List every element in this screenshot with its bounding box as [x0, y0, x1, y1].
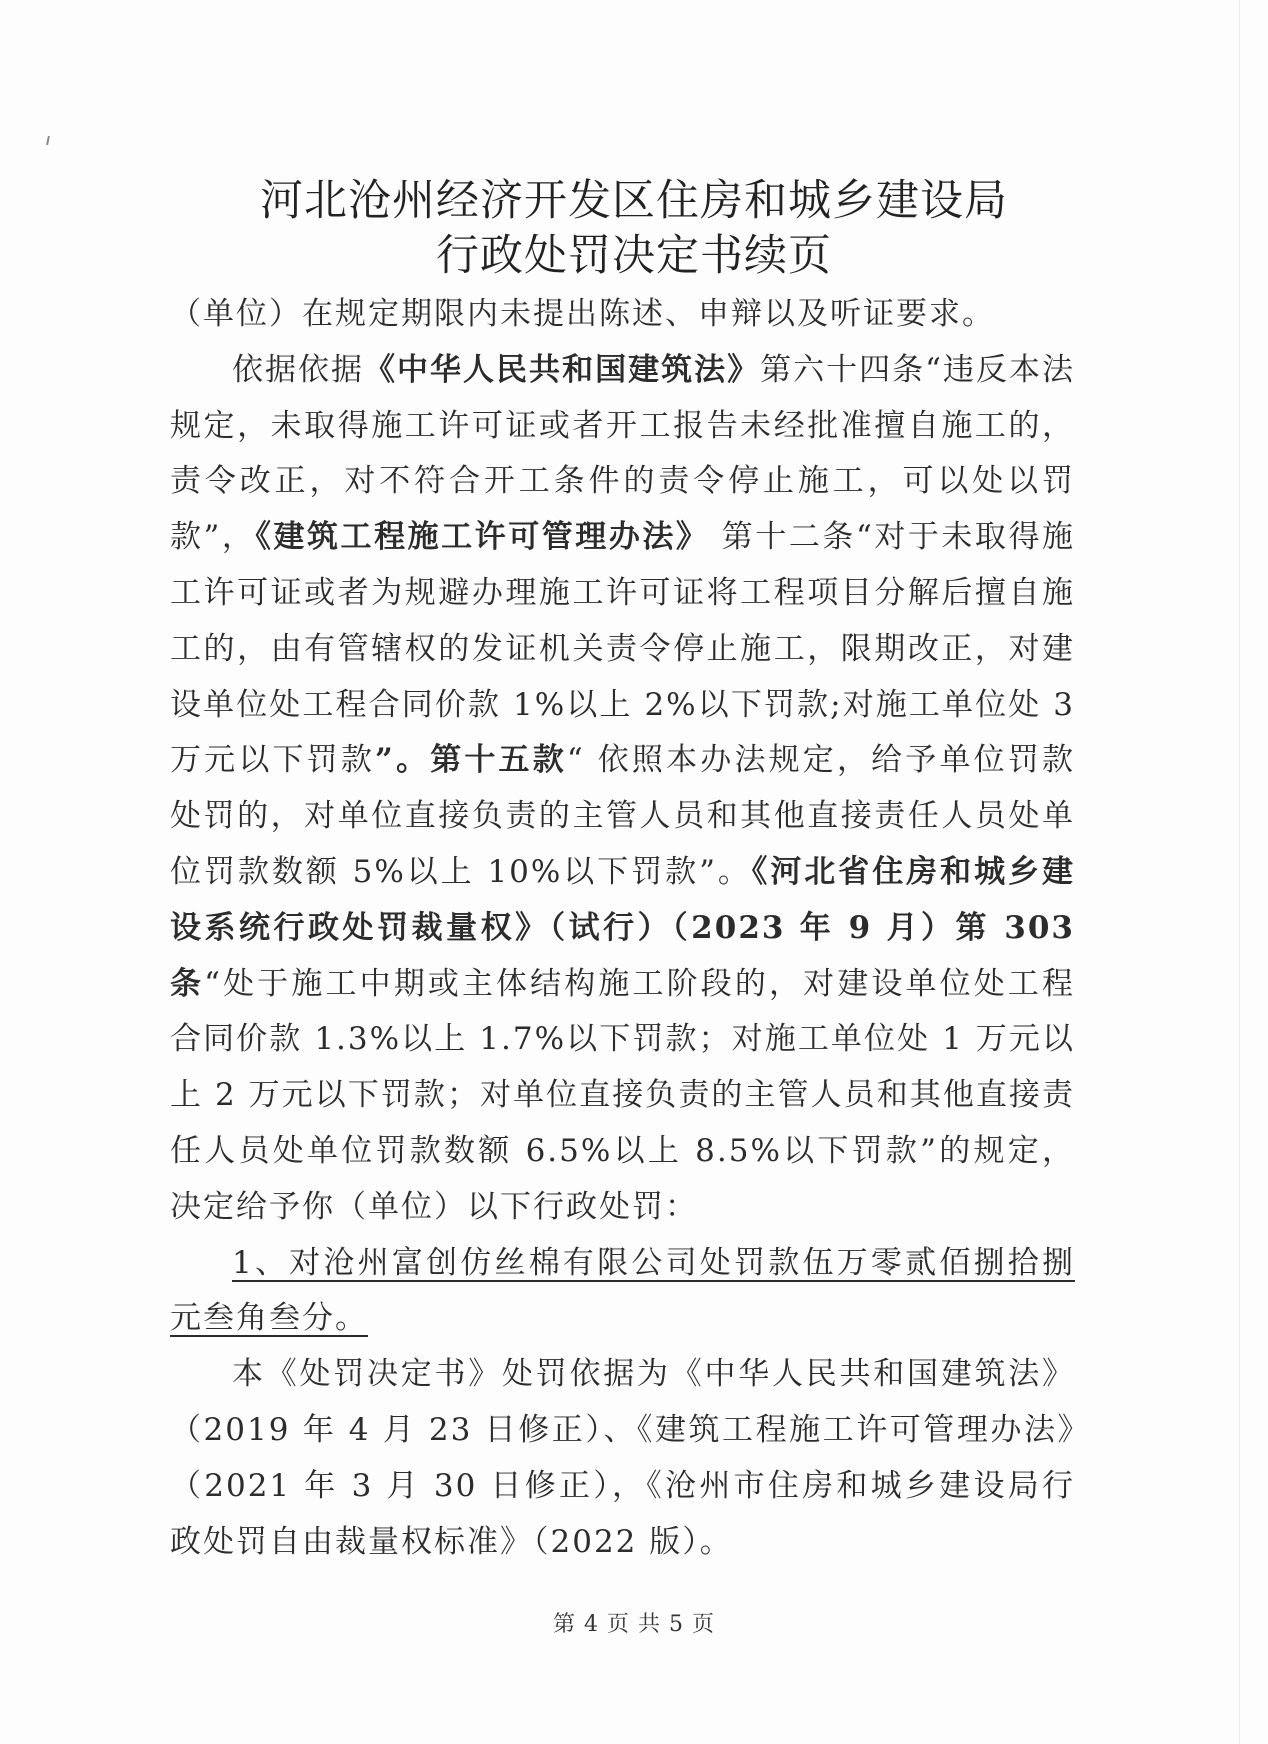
penalty-item-1: 1、对沧州富创仿丝棉有限公司处罚款伍万零贰佰捌拾捌元叁角叁分。 [170, 1244, 1075, 1337]
clause-15-text: “ 依照本办法规定，给予单位罚款处罚的，对单位直接负责的主管人员和其他直接责任人员处单位罚款数额 5%以上 10%以下罚款”。 [170, 742, 1075, 890]
article-12-text: 第十二条“对于未取得施工许可证或者为规避办理施工许可证将工程项目分解后擅自施工的，由有管辖权的发证机关责令停止施工，限期改正，对建设单位处工程合同价款 1%以上 2%以下罚款;对施工单位处 3 万元以下罚款 [170, 519, 1075, 779]
paragraph-penalty [170, 1236, 1075, 1348]
scan-speck [46, 136, 50, 145]
paragraph-statement: （单位）在规定期限内未提出陈述、申辩以及听证要求。 [170, 296, 995, 332]
paragraph-legal-basis [170, 343, 1075, 1236]
paragraph-penalty-basis: 本《处罚决定书》处罚依据为《中华人民共和国建筑法》（2019 年 4 月 23 日修正）、《建筑工程施工许可管理办法》（2021 年 3 月 30 日修正），《沧州市住房和城乡建设局行政处罚自由裁量权标准》（2022 版）。 [170, 1356, 1075, 1560]
legal-basis-intro: 依据依据 [232, 351, 365, 388]
page-number: 第 4 页 共 5 页 [553, 1612, 715, 1637]
document-title-line1: 河北沧州经济开发区住房和城乡建设局 [260, 176, 1008, 226]
clause-15-heading: ”。第十五款 [375, 742, 567, 779]
article-303-text: “处于施工中期或主体结构施工阶段的，对建设单位处工程合同价款 1.3%以上 1.7%以下罚款；对施工单位处 1 万元以上 2 万元以下罚款；对单位直接负责的主管人员和其他直接责任人员处单位罚款数额 6.5%以上 8.5%以下罚款”的规定，决定给予你（单位）以下行政处罚： [170, 965, 1075, 1225]
article-64-text: 第六十四条“违反本法规定，未取得施工许可证或者开工报告未经批准擅自施工的，责令改正，对不符合开工条件的责令停止施工，可以处以罚款”， [170, 351, 1076, 556]
law-name-construction: 《中华人民共和国建筑法》 [364, 351, 761, 388]
law-name-discretion: 《河北省住房和城乡建设系统行政处罚裁量权》（试行）（2023 年 9 月）第 303 条 [170, 853, 1075, 1002]
document-body [170, 287, 1075, 1570]
law-name-permit-measures: 《建筑工程施工许可管理办法》 [255, 519, 710, 556]
document-title-line2: 行政处罚决定书续页 [436, 231, 832, 281]
